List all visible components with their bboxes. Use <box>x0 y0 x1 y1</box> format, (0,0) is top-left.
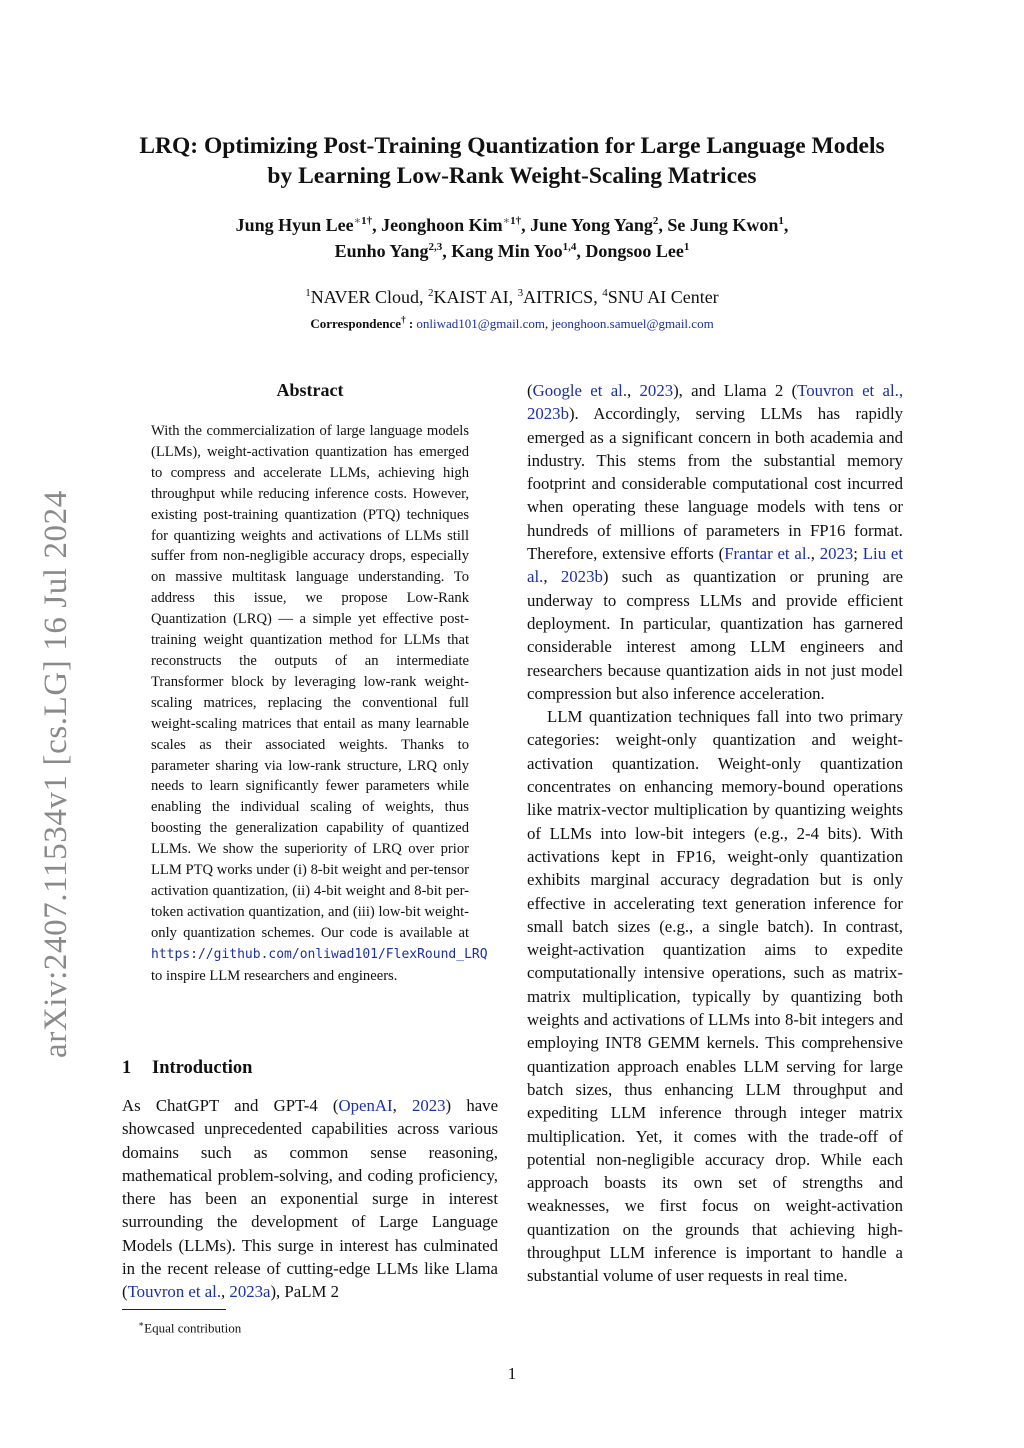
author-affil-mark: 1† <box>361 215 373 227</box>
citation-link[interactable]: 2023b <box>560 567 603 587</box>
author-name: Jeonghoon Kim <box>381 215 503 235</box>
author-separator: , <box>658 215 668 235</box>
intro-paragraph-right-1 <box>527 379 903 705</box>
author-name: June Yong Yang <box>530 215 653 235</box>
author-separator: , <box>521 215 531 235</box>
email-separator: , <box>545 316 549 331</box>
citation-link[interactable]: Frantar et al. <box>724 544 811 564</box>
affil-name: NAVER Cloud <box>310 287 419 307</box>
author-affil-mark: 1 <box>683 241 690 253</box>
affiliations <box>0 285 1024 309</box>
correspondence <box>0 315 1024 333</box>
affil-number: 1 <box>305 287 311 299</box>
footnote-mark: ∗ <box>138 1319 145 1329</box>
footnote-rule <box>122 1309 226 1310</box>
correspondence-colon: : <box>405 316 414 331</box>
author-list <box>0 212 1024 264</box>
citation-link[interactable]: Google et al. <box>532 381 628 400</box>
author-name: Dongsoo Lee <box>585 241 684 261</box>
intro-text: ). Accordingly, serving LLMs has rapidly emerged as a significant concern in both academia and industry. This stems from the substantial memory footprint and considerable computational cost incurred when operating these language models with tens or hundreds of millions of parameters in FP16 format. Therefore, extensive efforts ( <box>527 404 903 564</box>
abstract-body <box>151 421 488 986</box>
page-number: 1 <box>507 1364 517 1383</box>
equal-contribution-mark: ∗ <box>353 215 362 227</box>
intro-text: , <box>627 381 640 400</box>
intro-text: , <box>221 1282 230 1302</box>
section-heading <box>122 1056 252 1080</box>
code-url-link[interactable]: https://github.com/onliwad101/FlexRound_LRQ <box>151 946 488 962</box>
footnote <box>138 1316 241 1336</box>
citation-link[interactable]: 2023 <box>411 1096 446 1115</box>
paper-title <box>0 131 1024 191</box>
author-name: Jung Hyun Lee <box>235 215 354 235</box>
author-separator: , <box>783 215 789 235</box>
intro-text: ) such as quantization or pruning are underway to compress LLMs and provide efficient deployment. In particular, quantization has garnered considerable interest among LLM engineers and researchers because quantization aids in not just model compression but also inference acceleration. <box>527 567 904 703</box>
equal-contribution-mark: ∗ <box>502 215 511 227</box>
citation-link[interactable]: 2023 <box>819 544 854 564</box>
title-line-2: by Learning Low-Rank Weight-Scaling Matrices <box>267 163 757 189</box>
affil-separator: , <box>418 287 428 307</box>
author-name: Se Jung Kwon <box>667 215 779 235</box>
correspondence-label: Correspondence <box>310 316 402 331</box>
intro-text: , <box>543 567 561 587</box>
affil-separator: , <box>593 287 603 307</box>
author-affil-mark: 2,3 <box>428 241 443 253</box>
citation-link[interactable]: Touvron et al. <box>127 1282 222 1302</box>
author-separator: , <box>576 241 586 261</box>
section-number: 1 <box>122 1058 132 1078</box>
intro-text: ), and Llama 2 ( <box>673 381 798 400</box>
intro-paragraph-right-2: LLM quantization techniques fall into two primary categories: weight-only quantization and weight-activation quantization. Weight-only quantization concentrates on enhancing memory-bound operations like matrix-vector multiplication by quantizing weights of LLMs into low-bit integers (e.g., 2-4 bits). With activations kept in FP16, weight-only quantization exhibits marginal accuracy degradation but is only effective in accelerating text generation inference for small batch sizes (e.g., a single batch). In contrast, weight-activation quantization aims to expedite computationally intensive operations, such as matrix-matrix multiplication, typically by quantizing both weights and activations of LLMs into 8-bit integers and employing INT8 GEMM kernels. This comprehensive quantization approach enables LLM serving for large batch sizes, thus enhancing LLM throughput and expediting LLM inference through integer matrix multiplication. Yet, it comes with the trade-off of potential non-negligible accuracy drop. While each approach boasts its own set of strengths and weaknesses, we first focus on weight-activation quantization on the grounds that achieving high-throughput LLM inference is important to handle a substantial volume of user requests in real time. <box>527 707 903 1286</box>
affil-number: 4 <box>602 287 608 299</box>
intro-text: ( <box>527 381 533 400</box>
author-name: Kang Min Yoo <box>451 241 563 261</box>
author-line-1 <box>0 212 1024 238</box>
author-affil-mark: 1,4 <box>562 241 577 253</box>
intro-paragraph-left <box>122 1094 498 1304</box>
intro-text: As ChatGPT and GPT-4 ( <box>122 1096 339 1115</box>
footnote-text: Equal contribution <box>144 1320 242 1336</box>
section-title: Introduction <box>152 1058 253 1078</box>
author-affil-mark: 2 <box>652 215 659 227</box>
intro-text: ; <box>853 544 863 564</box>
citation-link[interactable]: 2023a <box>229 1282 271 1302</box>
affil-name: SNU AI Center <box>607 287 719 307</box>
intro-right-column <box>527 379 903 1288</box>
intro-text: , <box>810 544 820 564</box>
affil-number: 2 <box>427 287 434 299</box>
intro-text: ), PaLM 2 <box>270 1282 339 1302</box>
email-link[interactable]: jeonghoon.samuel@gmail.com <box>551 316 714 331</box>
email-link[interactable]: onliwad101@gmail.com <box>416 316 546 331</box>
intro-text: , <box>392 1096 412 1115</box>
abstract-heading: Abstract <box>276 380 344 400</box>
affil-number: 3 <box>517 287 524 299</box>
author-name: Eunho Yang <box>334 241 429 261</box>
correspondence-mark: † <box>401 314 406 325</box>
author-affil-mark: 1† <box>510 215 522 227</box>
arxiv-stamp: arXiv:2407.11534v1 [cs.LG] 16 Jul 2024 <box>38 490 74 1058</box>
title-line-1: LRQ: Optimizing Post-Training Quantization for Large Language Models <box>139 133 885 159</box>
author-separator: , <box>442 241 452 261</box>
abstract-tail: to inspire LLM researchers and engineers. <box>151 967 398 984</box>
citation-link[interactable]: OpenAI <box>338 1096 393 1115</box>
affil-name: KAIST AI <box>433 287 509 307</box>
intro-text: ) have showcased unprecedented capabilities across various domains such as common sense reasoning, mathematical problem-solving, and coding proficiency, there has been an exponential surge in interest surrounding the development of Large Language Models (LLMs). This surge in interest has culminated in the recent release of cutting-edge LLMs like Llama ( <box>122 1096 499 1302</box>
affil-separator: , <box>508 287 518 307</box>
affil-name: AITRICS <box>523 287 594 307</box>
abstract-text: With the commercialization of large language models (LLMs), weight-activation quantization has emerged to compress and accelerate LLMs, achieving high throughput while reducing inference costs. However, existing post-training quantization (PTQ) techniques for quantizing weights and activations of LLMs still suffer from non-negligible accuracy drops, especially on massive multitask language understanding. To address this issue, we propose Low-Rank Quantization (LRQ) — a simple yet effective post-training weight quantization method for LLMs that reconstructs the outputs of an intermediate Transformer block by leveraging low-rank weight-scaling matrices, replacing the conventional full weight-scaling matrices that entail as many learnable scales as their associated weights. Thanks to parameter sharing via low-rank structure, LRQ only needs to learn significantly fewer parameters while enabling the individual scaling of weights, thus boosting the generalization capability of quantized LLMs. We show the superiority of LRQ over prior LLM PTQ works under (i) 8-bit weight and per-tensor activation quantization, (ii) 4-bit weight and 8-bit per-token activation quantization, and (iii) low-bit weight-only quantization schemes. Our code is available at <box>151 423 469 941</box>
author-separator: , <box>372 215 382 235</box>
citation-link[interactable]: 2023 <box>639 381 674 400</box>
author-line-2 <box>0 238 1024 264</box>
author-affil-mark: 1 <box>778 215 784 227</box>
citation-link[interactable]: Liu et al. <box>527 544 904 587</box>
citation-link[interactable]: Touvron et al., 2023b <box>527 381 904 424</box>
